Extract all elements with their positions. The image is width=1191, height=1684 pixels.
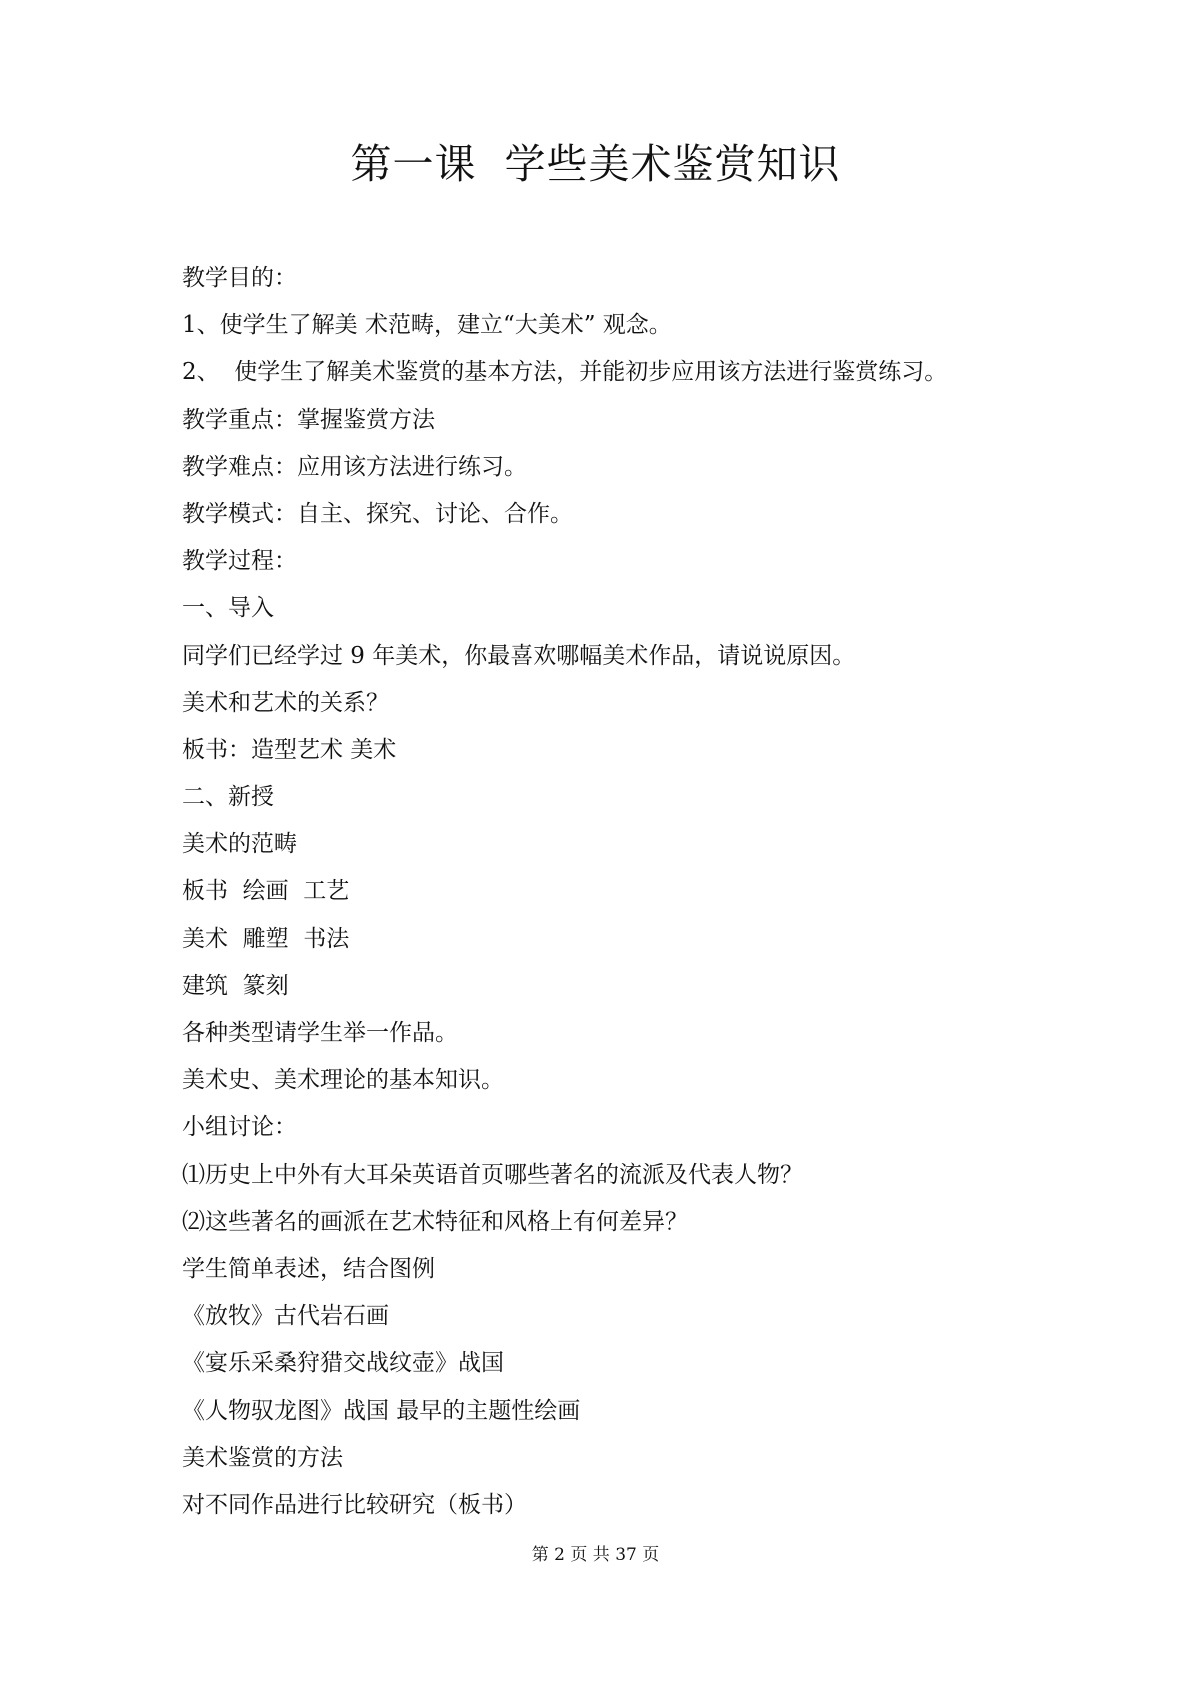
text-line: 美术鉴赏的方法 xyxy=(182,1444,343,1471)
text-line: 《宴乐采桑狩猎交战纹壶》战国 xyxy=(182,1350,504,1377)
text-line: 学生简单表述，结合图例 xyxy=(182,1255,435,1282)
text-line: 小组讨论： xyxy=(182,1114,297,1141)
text-line: 同学们已经学过 9 年美术，你最喜欢哪幅美术作品，请说说原因。 xyxy=(182,642,856,669)
text-line: 美术史、美术理论的基本知识。 xyxy=(182,1067,504,1094)
text-line: 建筑 篆刻 xyxy=(182,972,289,999)
text-line: 教学难点：应用该方法进行练习。 xyxy=(182,453,527,480)
text-line: 美术 雕塑 书法 xyxy=(182,925,350,952)
text-line: 2、 使学生了解美术鉴赏的基本方法，并能初步应用该方法进行鉴赏练习。 xyxy=(182,359,948,386)
page-title: 第一课 学些美术鉴赏知识 xyxy=(350,140,841,188)
page-footer: 第 2 页 共 37 页 xyxy=(531,1545,660,1565)
text-line: 板书 绘画 工艺 xyxy=(182,878,350,905)
text-line: 《放牧》古代岩石画 xyxy=(182,1303,389,1330)
text-line: 《人物驭龙图》战国 最早的主题性绘画 xyxy=(182,1397,581,1424)
text-line: 对不同作品进行比较研究（板书） xyxy=(182,1491,527,1518)
text-line: 各种类型请学生举一作品。 xyxy=(182,1020,458,1046)
section-heading: 一、导入 xyxy=(182,595,274,622)
text-line: 1、使学生了解美 术范畴，建立“大美术” 观念。 xyxy=(182,312,672,339)
section-heading: 二、新授 xyxy=(182,784,274,811)
text-line: ⑴历史上中外有大耳朵英语首页哪些著名的流派及代表人物？ xyxy=(182,1161,803,1188)
text-line: 教学目的： xyxy=(182,265,297,291)
text-line: 美术和艺术的关系？ xyxy=(182,689,389,716)
text-line: 教学重点：掌握鉴赏方法 xyxy=(182,406,435,433)
text-line: ⑵这些著名的画派在艺术特征和风格上有何差异？ xyxy=(182,1208,688,1235)
text-line: 教学过程： xyxy=(182,548,297,575)
text-line: 板书：造型艺术 美术 xyxy=(182,736,397,763)
text-line: 教学模式：自主、探究、讨论、合作。 xyxy=(182,500,573,527)
text-line: 美术的范畴 xyxy=(182,831,297,858)
body-text xyxy=(182,255,1142,1529)
